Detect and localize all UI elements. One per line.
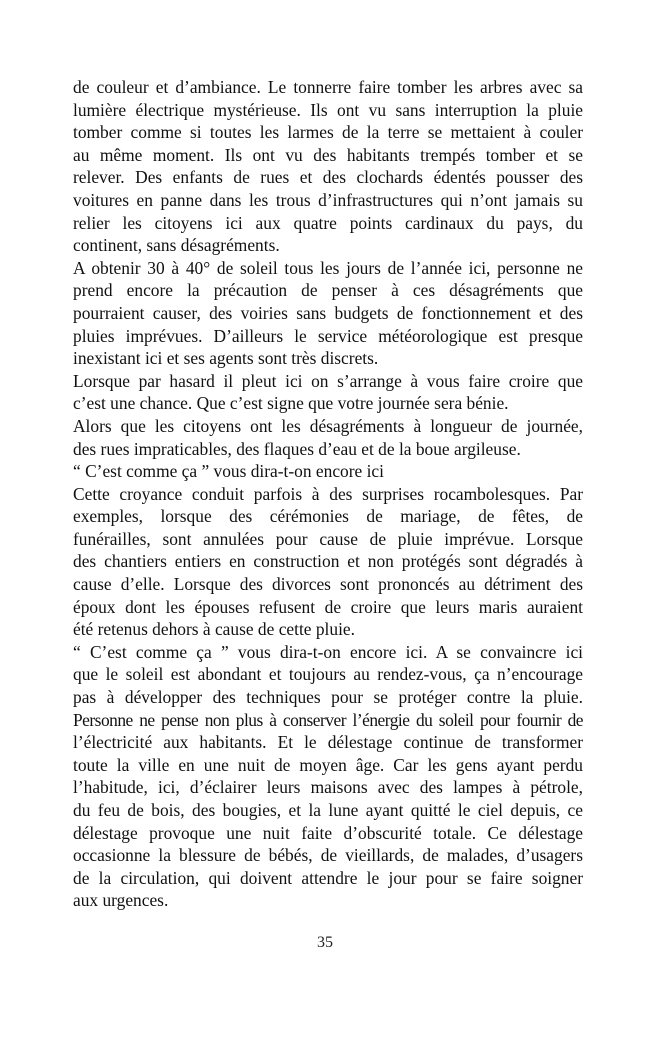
paragraph	[73, 460, 583, 483]
text-line: voitures en panne dans les trous d’infrastructures qui n’ont jamais su	[73, 189, 583, 210]
text-line: des rues impraticables, des flaques d’eau et de la boue argileuse.	[73, 438, 521, 459]
text-line: A obtenir 30 à 40° de soleil tous les jours de l’année ici, personne ne	[73, 257, 583, 278]
text-line: aux urgences.	[73, 890, 169, 911]
text-line: “ C’est comme ça ” vous dira-t-on encore ici. A se convaincre ici	[73, 641, 583, 662]
text-line: Personne ne pense non plus à conserver l’énergie du soleil pour fournir de	[73, 709, 583, 730]
text-line: c’est une chance. Que c’est signe que votre journée sera bénie.	[73, 393, 509, 414]
text-line: exemples, lorsque des cérémonies de mariage, de fêtes, de	[73, 506, 583, 527]
text-line: cause d’elle. Lorsque des divorces sont prononcés au détriment des	[73, 574, 583, 595]
text-line: délestage provoque une nuit faite d’obscurité totale. Ce délestage	[73, 822, 583, 843]
text-line: l’habitude, ici, d’éclairer leurs maisons avec des lampes à pétrole,	[73, 777, 583, 798]
text-line: Cette croyance conduit parfois à des surprises rocambolesques. Par	[73, 483, 583, 504]
text-line: époux dont les épouses refusent de croire que leurs maris auraient	[73, 596, 583, 617]
text-line: continent, sans désagréments.	[73, 235, 280, 256]
paragraph	[73, 415, 583, 460]
text-line: l’électricité aux habitants. Et le délestage continue de transformer	[73, 732, 583, 753]
page-body	[73, 76, 583, 912]
text-line: que le soleil est abondant et toujours au rendez-vous, ça n’encourage	[73, 664, 583, 685]
text-line: funérailles, sont annulées pour cause de pluie imprévue. Lorsque	[73, 528, 583, 549]
text-line: été retenus dehors à cause de cette pluie.	[73, 619, 355, 640]
paragraph	[73, 483, 583, 641]
text-line: tomber comme si toutes les larmes de la terre se mettaient à couler	[73, 122, 583, 143]
paragraph	[73, 76, 583, 257]
text-line: des chantiers entiers en construction et non protégés sont dégradés à	[73, 551, 583, 572]
text-line: relever. Des enfants de rues et des clochards édentés pousser des	[73, 167, 583, 188]
text-line: prend encore la précaution de penser à ces désagréments que	[73, 280, 583, 301]
text-line: pas à développer des techniques pour se protéger contre la pluie.	[73, 687, 583, 708]
text-line: inexistant ici et ses agents sont très discrets.	[73, 348, 379, 369]
paragraph	[73, 257, 583, 370]
text-line: au même moment. Ils ont vu des habitants trempés tomber et se	[73, 144, 583, 165]
text-line: du feu de bois, des bougies, et la lune ayant quitté le ciel depuis, ce	[73, 800, 583, 820]
text-line: Lorsque par hasard il pleut ici on s’arrange à vous faire croire que	[73, 370, 583, 391]
text-line: de couleur et d’ambiance. Le tonnerre faire tomber les arbres avec sa	[73, 77, 583, 97]
text-line: occasionne la blessure de bébés, de vieillards, de malades, d’usagers	[73, 845, 583, 866]
text-line: pluies imprévues. D’ailleurs le service météorologique est presque	[73, 325, 583, 346]
text-line: relier les citoyens ici aux quatre points cardinaux du pays, du	[73, 212, 583, 233]
paragraph	[73, 641, 583, 912]
text-line: “ C’est comme ça ” vous dira-t-on encore ici	[73, 461, 384, 482]
text-line: pourraient causer, des voiries sans budgets de fonctionnement et des	[73, 302, 583, 323]
text-line: Alors que les citoyens ont les désagréments à longueur de journée,	[73, 415, 583, 436]
text-line: toute la ville en une nuit de moyen âge. Car les gens ayant perdu	[73, 754, 583, 775]
paragraph	[73, 370, 583, 415]
text-line: de la circulation, qui doivent attendre le jour pour se faire soigner	[73, 867, 583, 888]
page-number: 35	[317, 934, 333, 951]
text-line: lumière électrique mystérieuse. Ils ont vu sans interruption la pluie	[73, 99, 583, 120]
